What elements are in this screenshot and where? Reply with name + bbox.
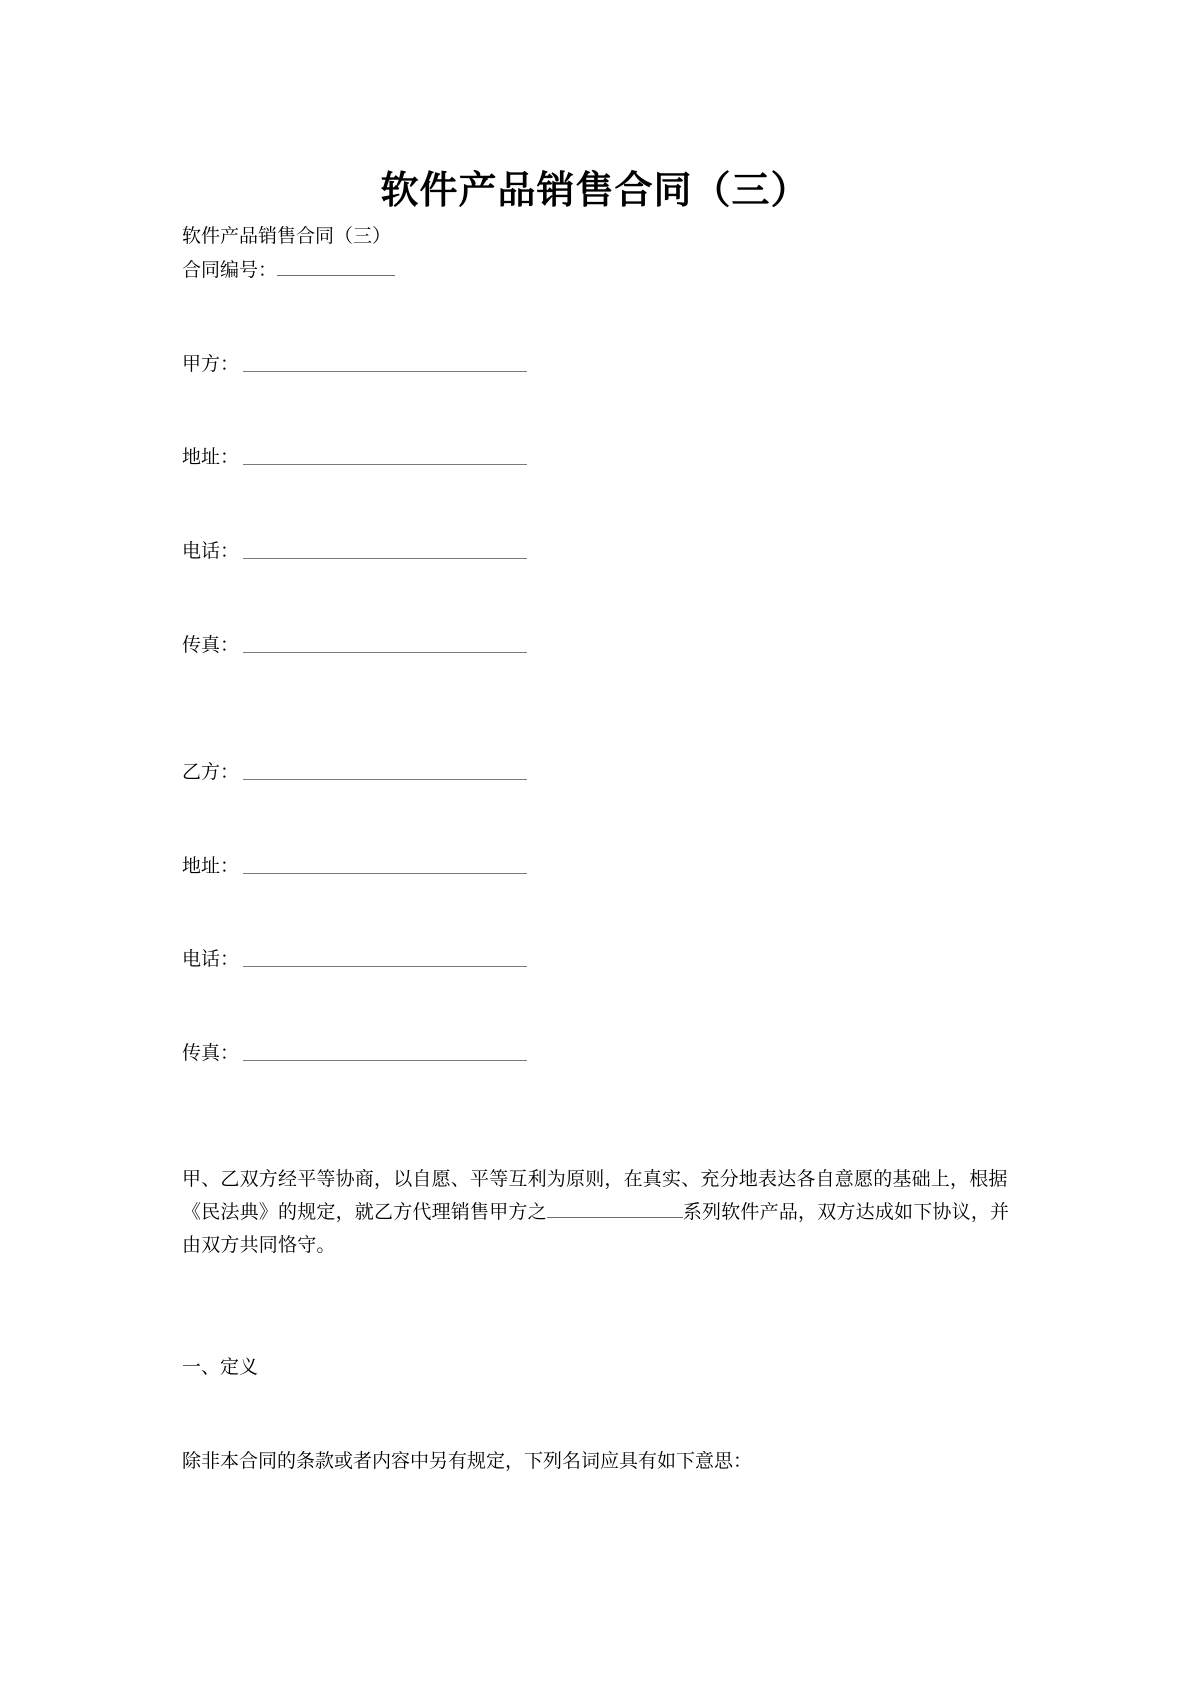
party-b-fax-label: 传真： bbox=[182, 1042, 240, 1064]
party-b-name-label: 乙方： bbox=[182, 761, 240, 783]
party-b-fax-blank[interactable] bbox=[243, 1040, 527, 1061]
contract-number-blank[interactable] bbox=[277, 257, 395, 276]
party-a-fax-row bbox=[182, 631, 527, 659]
party-b-phone-label: 电话： bbox=[182, 948, 240, 970]
contract-number-label: 合同编号： bbox=[182, 259, 278, 281]
party-a-name-label: 甲方： bbox=[182, 353, 240, 375]
party-b-phone-row bbox=[182, 945, 527, 973]
contract-number-row bbox=[182, 256, 395, 284]
section-1-text: 除非本合同的条款或者内容中另有规定，下列名词应具有如下意思： bbox=[182, 1450, 753, 1472]
section-1-heading: 一、定义 bbox=[182, 1356, 259, 1378]
intro-text-part2: 系列软件产品，双方达成如下协议，并由双方共同恪守。 bbox=[182, 1201, 1010, 1256]
party-b-address-row bbox=[182, 852, 527, 880]
party-a-name-blank[interactable] bbox=[243, 351, 527, 372]
party-b-fax-row bbox=[182, 1039, 527, 1067]
document-subtitle: 软件产品销售合同（三） bbox=[182, 225, 392, 247]
product-series-blank[interactable] bbox=[547, 1199, 683, 1218]
party-a-address-blank[interactable] bbox=[243, 444, 527, 465]
party-a-phone-label: 电话： bbox=[182, 540, 240, 562]
party-b-address-label: 地址： bbox=[182, 855, 240, 877]
party-b-name-row bbox=[182, 758, 527, 786]
party-a-fax-label: 传真： bbox=[182, 634, 240, 656]
party-a-fax-blank[interactable] bbox=[243, 632, 527, 653]
party-a-phone-row bbox=[182, 537, 527, 565]
party-b-phone-blank[interactable] bbox=[243, 946, 527, 967]
document-title: 软件产品销售合同（三） bbox=[380, 167, 810, 212]
party-b-name-blank[interactable] bbox=[243, 759, 527, 780]
party-a-name-row bbox=[182, 350, 527, 378]
party-a-address-label: 地址： bbox=[182, 446, 240, 468]
intro-paragraph bbox=[182, 1163, 1020, 1262]
party-a-phone-blank[interactable] bbox=[243, 538, 527, 559]
party-a-address-row bbox=[182, 443, 527, 471]
party-b-address-blank[interactable] bbox=[243, 853, 527, 874]
intro-text-part1: 甲、乙双方经平等协商，以自愿、平等互利为原则，在真实、充分地表达各自意愿的基础上，根据《民法典》的规定，就乙方代理销售甲方之 bbox=[182, 1168, 1008, 1223]
